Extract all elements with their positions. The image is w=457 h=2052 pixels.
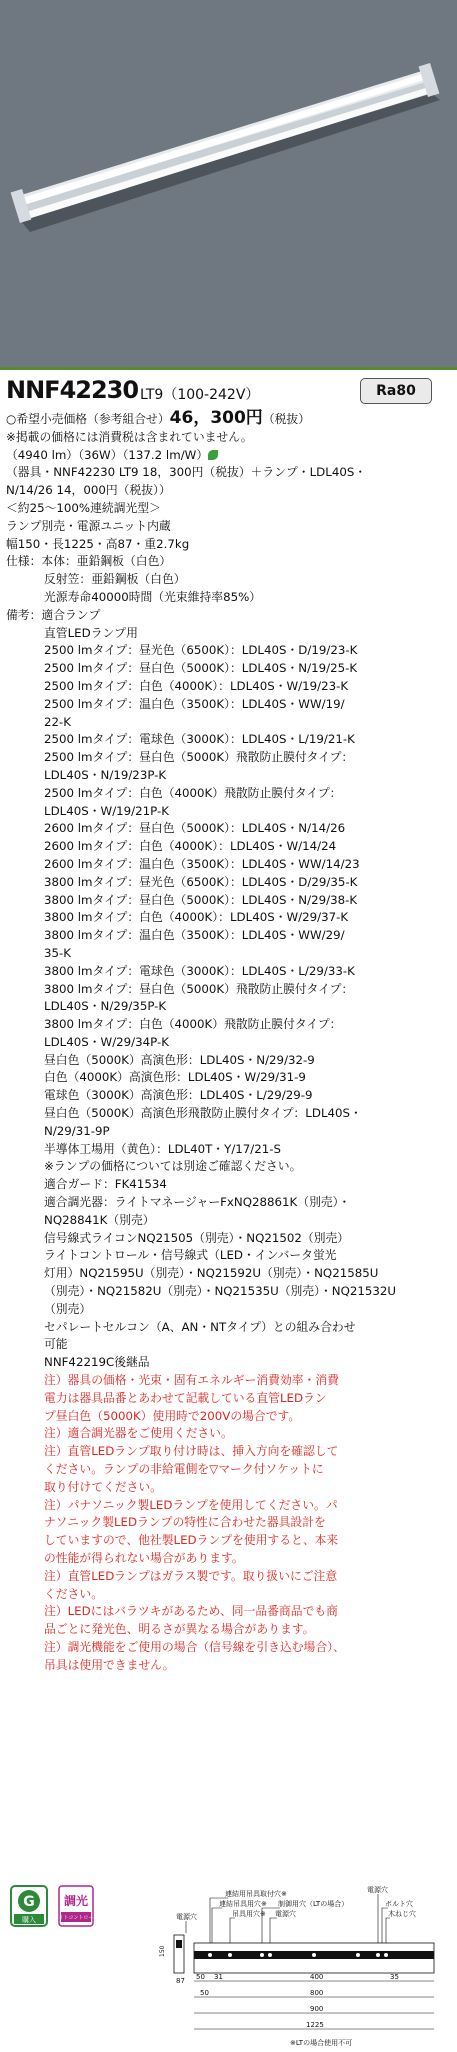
spec-line-text: 2500 lmタイプ：昼白色（5000K）：LDL40S・N/19/25-K bbox=[44, 661, 358, 676]
ra-badge: Ra80 bbox=[360, 378, 432, 404]
spec-line-text: 適合調光器：ライトマネージャーFxNQ28861K（別売）・ bbox=[44, 1195, 351, 1210]
spec-line bbox=[6, 1034, 452, 1052]
spec-line-text: 可能 bbox=[44, 1337, 68, 1352]
spec-line-text: ＜約25～100%連続調光型＞ bbox=[6, 500, 161, 515]
spec-line-text: 吊具は使用できません。 bbox=[44, 1657, 175, 1672]
spec-line bbox=[6, 660, 452, 678]
spec-line-text: ナソニック製LEDランプの特性に合わせた器具設計を bbox=[44, 1515, 326, 1530]
g-label: 購入 bbox=[22, 1916, 36, 1924]
diagram-dim: 50 bbox=[196, 1973, 205, 1981]
note-line bbox=[6, 1621, 452, 1639]
spec-line-text: （別売） bbox=[44, 1301, 92, 1316]
spec-line-text: 幅150・長1225・高87・重2.7kg bbox=[6, 536, 190, 551]
spec-line bbox=[6, 998, 452, 1016]
footer-area bbox=[0, 1885, 457, 2052]
spec-line-text: 信号線式ライコンNQ21505（別売）・NQ21502（別売） bbox=[44, 1230, 350, 1245]
spec-line-text: 注）直管LEDランプ取り付け時は、挿入方向を確認して bbox=[44, 1444, 339, 1459]
spec-line bbox=[6, 571, 452, 589]
spec-line-text: 備考：適合ランプ bbox=[6, 607, 101, 622]
spec-line-text: 3800 lmタイプ：電球色（3000K）：LDL40S・L/29/33-K bbox=[44, 963, 355, 978]
note-line bbox=[6, 1532, 452, 1550]
spec-line-text: N/29/31-9P bbox=[44, 1123, 110, 1138]
diagram-dim: 900 bbox=[310, 2005, 324, 2013]
spec-line-text: ランプ別売・電源ユニット内蔵 bbox=[6, 518, 171, 533]
spec-line-text: 電球色（3000K）高演色形：LDL40S・L/29/29-9 bbox=[44, 1088, 313, 1103]
spec-line bbox=[6, 607, 452, 625]
price-amount: 46，300円 bbox=[169, 408, 263, 428]
spec-line-text: 注）器具の価格・光束・固有エネルギー消費効率・消費 bbox=[44, 1373, 339, 1388]
note-line bbox=[6, 1372, 452, 1390]
spec-line-text: プ昼白色（5000K）使用時で200Vの場合です。 bbox=[44, 1408, 301, 1423]
spec-line bbox=[6, 1069, 452, 1087]
diagram-dim: 50 bbox=[200, 1989, 209, 1997]
spec-line bbox=[6, 589, 452, 607]
diagram-dim: 150 bbox=[159, 1945, 166, 1957]
spec-line-text: 注）直管LEDランプはガラス製です。取り扱いにご注意 bbox=[44, 1568, 338, 1583]
spec-line-text: 適合ガード：FK41534 bbox=[44, 1177, 167, 1192]
spec-line-text: 注）調光機能をご使用の場合（信号線を引き込む場合）、 bbox=[44, 1639, 345, 1654]
spec-line bbox=[6, 981, 452, 999]
spec-line-text: していますので、他社製LEDランプを使用すると、本来 bbox=[44, 1533, 339, 1548]
spec-line-text: 35-K bbox=[44, 945, 72, 960]
spec-line bbox=[6, 838, 452, 856]
price-line bbox=[6, 410, 452, 429]
spec-line bbox=[6, 945, 452, 963]
note-line bbox=[6, 1550, 452, 1568]
spec-text bbox=[6, 410, 452, 1675]
diagram-note: ※LTの場合使用不可 bbox=[290, 2039, 353, 2047]
spec-line bbox=[6, 1158, 452, 1176]
spec-line-text: セパレートセルコン（A、AN・NTタイプ）との組み合わせ bbox=[44, 1319, 356, 1334]
spec-line bbox=[6, 1247, 452, 1265]
spec-line-text: 昼白色（5000K）高演色形：LDL40S・N/29/32-9 bbox=[44, 1052, 315, 1067]
diagram-label: 電源穴 bbox=[176, 1913, 197, 1921]
diagram-label: 木ねじ穴 bbox=[388, 1910, 416, 1918]
spec-line bbox=[6, 731, 452, 749]
spec-line bbox=[6, 892, 452, 910]
spec-line-text: 取り付けてください。 bbox=[44, 1479, 162, 1494]
note-line bbox=[6, 1568, 452, 1586]
spec-line-text: NQ28841K（別売） bbox=[44, 1212, 155, 1227]
diagram-label: 連結吊具用穴※ bbox=[219, 1900, 267, 1908]
spec-line-text: 3800 lmタイプ：昼光色（6500K）：LDL40S・D/29/35-K bbox=[44, 874, 358, 889]
spec-line-text: LDL40S・N/19/23P-K bbox=[44, 767, 167, 782]
model-number: NNF42230 bbox=[6, 376, 139, 404]
spec-line bbox=[6, 714, 452, 732]
spec-line bbox=[6, 820, 452, 838]
spec-line bbox=[6, 429, 452, 447]
note-line bbox=[6, 1586, 452, 1604]
spec-line-text: 注）LEDにはバラツキがあるため、同一品番商品でも商 bbox=[44, 1604, 338, 1619]
spec-line-text: 3800 lmタイプ：温白色（3500K）：LDL40S・WW/29/ bbox=[44, 928, 345, 943]
spec-line bbox=[6, 536, 452, 554]
spec-line-text: ください。 bbox=[44, 1586, 103, 1601]
diagram-dim: 87 bbox=[176, 1977, 185, 1985]
spec-line-text: の性能が得られない場合があります。 bbox=[44, 1551, 244, 1565]
spec-line bbox=[6, 1265, 452, 1283]
spec-line bbox=[6, 518, 452, 536]
spec-line bbox=[6, 1141, 452, 1159]
spec-line bbox=[6, 927, 452, 945]
note-line bbox=[6, 1639, 452, 1657]
spec-line bbox=[6, 1052, 452, 1070]
diagram-label: 連結用吊具取付穴※ bbox=[225, 1890, 287, 1898]
spec-line-text: （器具・NNF42230 LT9 18，300円（税抜）＋ランプ・LDL40S・ bbox=[6, 465, 367, 480]
spec-line-text: ※ランプの価格については別途ご確認ください。 bbox=[44, 1159, 302, 1174]
spec-line-text: 2500 lmタイプ：白色（4000K）飛散防止膜付タイプ： bbox=[44, 785, 342, 800]
note-line bbox=[6, 1497, 452, 1515]
spec-line bbox=[6, 447, 452, 465]
spec-line bbox=[6, 1283, 452, 1301]
note-line bbox=[6, 1408, 452, 1426]
spec-line-text: 2600 lmタイプ：白色（4000K）：LDL40S・W/14/24 bbox=[44, 839, 337, 854]
note-line bbox=[6, 1443, 452, 1461]
note-line bbox=[6, 1603, 452, 1621]
spec-line bbox=[6, 1230, 452, 1248]
diagram-dim: 800 bbox=[310, 1989, 324, 1997]
spec-line bbox=[6, 1123, 452, 1141]
diagram-label: ボルト穴 bbox=[385, 1900, 413, 1908]
spec-line bbox=[6, 767, 452, 785]
spec-line-text: 光源寿命40000時間（光束維持率85%） bbox=[44, 589, 262, 604]
diagram-dim: 31 bbox=[214, 1973, 223, 1981]
spec-line bbox=[6, 963, 452, 981]
spec-line-text: 半導体工場用（黄色）：LDL40T・Y/17/21-S bbox=[44, 1141, 282, 1156]
price-suffix: （税抜） bbox=[262, 412, 311, 426]
spec-line-text: 2500 lmタイプ：白色（4000K）：LDL40S・W/19/23-K bbox=[44, 678, 349, 693]
spec-line-text: 品ごとに発光色、明るさが異なる場合があります。 bbox=[44, 1622, 315, 1637]
spec-line-text: ください。ランプの非給電側を▽マーク付ソケットに bbox=[44, 1462, 324, 1477]
spec-line-text: LDL40S・N/29/35P-K bbox=[44, 999, 167, 1014]
product-photo bbox=[0, 0, 457, 367]
spec-line-text: 電力は器具品番とあわせて記載している直管LEDラン bbox=[44, 1390, 327, 1405]
spec-line-text: N/14/26 14，000円（税抜）） bbox=[6, 483, 171, 498]
spec-line bbox=[6, 909, 452, 927]
spec-line-text: 3800 lmタイプ：昼白色（5000K）：LDL40S・N/29/38-K bbox=[44, 892, 358, 907]
spec-line-text: 3800 lmタイプ：白色（4000K）飛散防止膜付タイプ： bbox=[44, 1017, 342, 1032]
spec-line-text: 2500 lmタイプ：昼白色（5000K）飛散防止膜付タイプ： bbox=[44, 750, 354, 765]
diagram-label: 制御用穴（LTの場合） bbox=[278, 1900, 349, 1908]
spec-line bbox=[6, 500, 452, 518]
spec-line-text: 3800 lmタイプ：昼白色（5000K）飛散防止膜付タイプ： bbox=[44, 981, 354, 996]
diagram-label: 吊具用穴※ bbox=[232, 1910, 266, 1918]
spec-line bbox=[6, 1336, 452, 1354]
spec-line bbox=[6, 856, 452, 874]
spec-line bbox=[6, 1105, 452, 1123]
green-purchase-icon bbox=[10, 1885, 48, 1927]
spec-line-text: LDL40S・W/29/34P-K bbox=[44, 1034, 170, 1049]
spec-line bbox=[6, 678, 452, 696]
fixture-image bbox=[0, 0, 457, 367]
dimension-diagram bbox=[150, 1885, 450, 2050]
spec-line-text: 仕様：本体：亜鉛鋼板（白色） bbox=[6, 554, 172, 569]
note-line bbox=[6, 1479, 452, 1497]
spec-line bbox=[6, 553, 452, 571]
spec-line bbox=[6, 874, 452, 892]
spec-line-text: 注）パナソニック製LEDランプを使用してください。パ bbox=[44, 1497, 338, 1512]
spec-line-text: 2500 lmタイプ：電球色（3000K）：LDL40S・L/19/21-K bbox=[44, 732, 355, 747]
spec-line-text: 22-K bbox=[44, 714, 72, 729]
spec-line-text: （4940 lm）（36W）（137.2 lm/W） bbox=[6, 447, 209, 462]
dim-label: 調光 bbox=[63, 1894, 89, 1908]
spec-line-text: 3800 lmタイプ：白色（4000K）：LDL40S・W/29/37-K bbox=[44, 910, 349, 925]
spec-line bbox=[6, 696, 452, 714]
spec-line bbox=[6, 1016, 452, 1034]
dimming-icon bbox=[53, 1885, 99, 1927]
spec-line-text: ※掲載の価格には消費税は含まれていません。 bbox=[6, 429, 253, 444]
model-variant: LT9（100-242V） bbox=[140, 387, 260, 403]
spec-line bbox=[6, 749, 452, 767]
spec-line-text: 直管LEDランプ用 bbox=[44, 625, 138, 640]
spec-line-text: 昼白色（5000K）高演色形飛散防止膜付タイプ：LDL40S・ bbox=[44, 1106, 362, 1121]
spec-line-text: 反射笠：亜鉛鋼板（白色） bbox=[44, 572, 186, 587]
spec-line bbox=[6, 1087, 452, 1105]
note-line bbox=[6, 1514, 452, 1532]
diagram-label: 電源穴 bbox=[275, 1910, 296, 1918]
spec-line-text: 注）適合調光器をご使用ください。 bbox=[44, 1426, 233, 1441]
spec-line bbox=[6, 1319, 452, 1337]
leaf-icon bbox=[208, 450, 218, 460]
spec-line bbox=[6, 642, 452, 660]
spec-line-text: 灯用）NQ21595U（別売）・NQ21592U（別売）・NQ21585U bbox=[44, 1266, 379, 1281]
spec-line bbox=[6, 1194, 452, 1212]
dim-sublabel: ライトコントロール bbox=[53, 1915, 99, 1921]
spec-line bbox=[6, 1212, 452, 1230]
spec-line-text: 白色（4000K）高演色形：LDL40S・W/29/31-9 bbox=[44, 1070, 306, 1085]
spec-line-text: （別売）・NQ21582U（別売）・NQ21535U（別売）・NQ21532U bbox=[44, 1284, 397, 1299]
spec-line-text: 2600 lmタイプ：温白色（3500K）：LDL40S・WW/14/23 bbox=[44, 856, 360, 871]
spec-line-text: 2500 lmタイプ：昼光色（6500K）：LDL40S・D/19/23-K bbox=[44, 643, 358, 658]
spec-line-text: LDL40S・W/19/21P-K bbox=[44, 803, 170, 818]
spec-line-text: ライトコントロール・信号線式（LED・インバータ蛍光 bbox=[44, 1248, 337, 1263]
spec-line bbox=[6, 1301, 452, 1319]
diagram-dim: 400 bbox=[310, 1973, 324, 1981]
diagram-label: 電源穴 bbox=[367, 1886, 388, 1894]
spec-line bbox=[6, 1354, 452, 1372]
spec-line bbox=[6, 482, 452, 500]
spec-line-text: 2500 lmタイプ：温白色（3500K）：LDL40S・WW/19/ bbox=[44, 696, 345, 711]
spec-line-text: NNF42219C後継品 bbox=[44, 1355, 150, 1370]
spec-line bbox=[6, 803, 452, 821]
spec-line bbox=[6, 785, 452, 803]
spec-line bbox=[6, 464, 452, 482]
spec-line bbox=[6, 1176, 452, 1194]
spec-line bbox=[6, 625, 452, 643]
note-line bbox=[6, 1390, 452, 1408]
spec-line-text: 2600 lmタイプ：昼白色（5000K）：LDL40S・N/14/26 bbox=[44, 821, 346, 836]
diagram-dim: 1225 bbox=[306, 2021, 324, 2029]
svg-text:G: G bbox=[23, 1894, 35, 1910]
note-line bbox=[6, 1461, 452, 1479]
note-line bbox=[6, 1657, 452, 1675]
price-prefix: ○希望小売価格（参考組合せ） bbox=[6, 412, 170, 426]
note-line bbox=[6, 1425, 452, 1443]
diagram-dim: 35 bbox=[390, 1973, 399, 1981]
